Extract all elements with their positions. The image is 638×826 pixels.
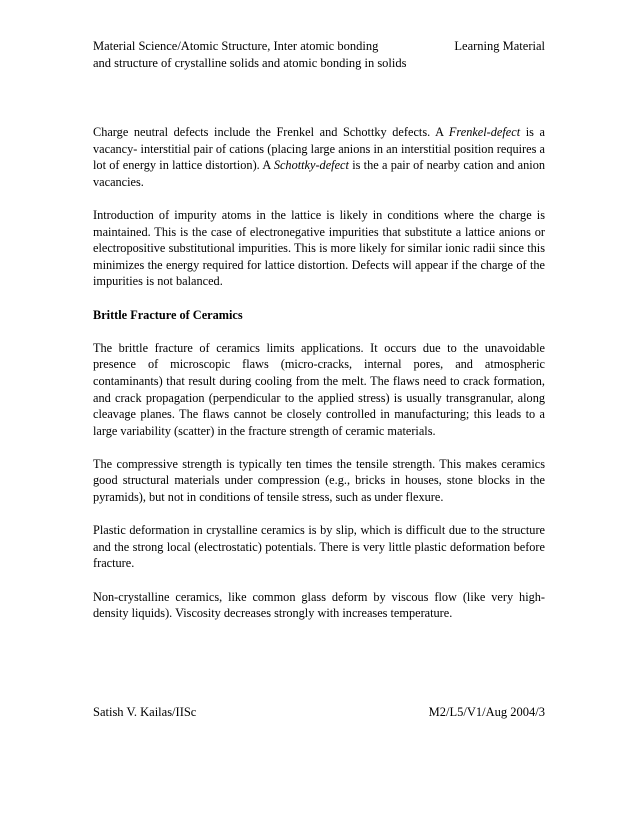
header-title: [93, 38, 423, 71]
paragraph-brittle-fracture: The brittle fracture of ceramics limits applications. It occurs due to the unavoidable presence of microscopic flaws (micro-cracks, internal pores, and atmospheric contaminants) that result during cooling from the melt. The flaws need to crack formation, and crack propagation (perpendicular to the applied stress) is usually transgranular, along cleavage planes. The flaws cannot be closely controlled in manufacturing; this leads to a large variability (scatter) in the fracture strength of ceramic materials.: [93, 340, 545, 438]
header-title-line2: and structure of crystalline solids and atomic bonding in solids: [93, 55, 407, 70]
schottky-term: Schottky-defect: [273, 158, 349, 173]
paragraph-compressive-strength: The compressive strength is typically ten times the tensile strength. This makes ceramics good structural materials under compression (e.g., bricks in houses, stone blocks in the pyramids), but not in conditions of tensile stress, such as under flexure.: [93, 456, 545, 505]
footer-page-ref: M2/L5/V1/Aug 2004/3: [428, 705, 545, 719]
p1-text-c: is the a pair of nearby cation and anion vacancies.: [93, 158, 545, 189]
paragraph-impurities: Introduction of impurity atoms in the lattice is likely in conditions where the charge is maintained. This is the case of electronegative impurities that substitute a lattice anions or electropositive substitutional impurities. This is more likely for similar ionic radii since this minimizes the energy required for lattice distortion. Defects will appear if the charge of the impurities is not balanced.: [93, 207, 545, 289]
header-title-line1: Material Science/Atomic Structure, Inter atomic bonding: [93, 39, 379, 53]
section-heading: Brittle Fracture of Ceramics: [93, 307, 243, 322]
page-content: [93, 124, 545, 638]
p1-text-a: Charge neutral defects include the Frenkel and Schottky defects. A: [93, 125, 449, 139]
p1-text-b: is a vacancy- interstitial pair of cations (placing large anions in an interstitial position requires a lot of energy in lattice distortion). A: [93, 125, 545, 173]
paragraph-non-crystalline: Non-crystalline ceramics, like common glass deform by viscous flow (like very high-density liquids). Viscosity decreases strongly with increases temperature.: [93, 589, 545, 621]
paragraph-defects: [93, 124, 545, 190]
header-label: Learning Material: [454, 39, 545, 53]
footer-author: Satish V. Kailas/IISc: [93, 705, 197, 719]
paragraph-plastic-deformation: Plastic deformation in crystalline ceramics is by slip, which is difficult due to the structure and the strong local (electrostatic) potentials. There is very little plastic deformation before fracture.: [93, 523, 545, 571]
frenkel-term: Frenkel-defect: [448, 125, 521, 139]
